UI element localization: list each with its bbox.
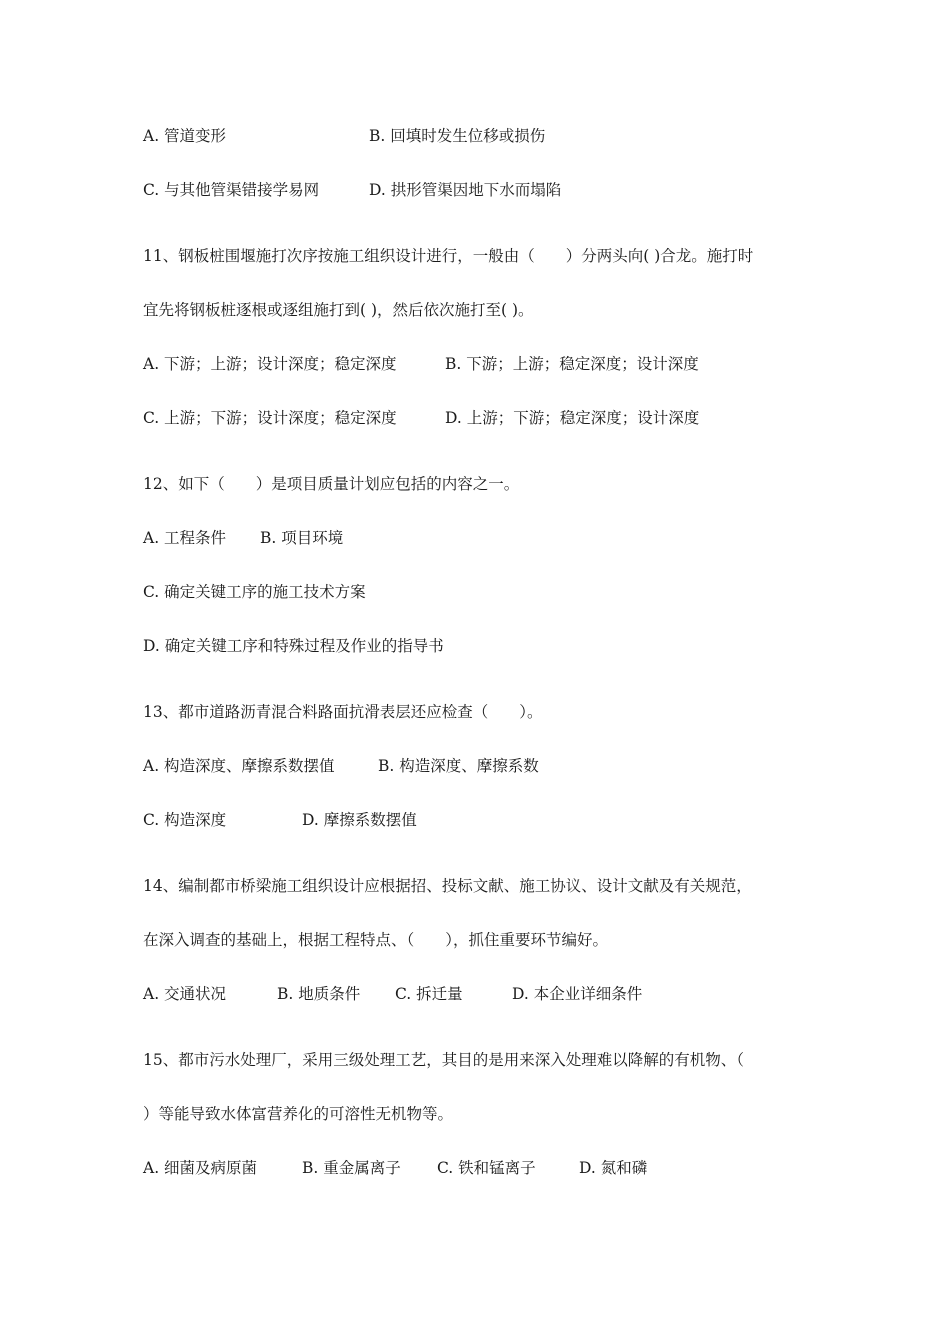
q14-option-d: D. 本企业详细条件 xyxy=(512,985,643,1003)
q10-option-b: B. 回填时发生位移或损伤 xyxy=(369,127,546,145)
q15-stem-line1: 15、都市污水处理厂，采用三级处理工艺，其目的是用来深入处理难以降解的有机物、（ xyxy=(143,1051,744,1069)
q10-option-d: D. 拱形管渠因地下水而塌陷 xyxy=(369,181,562,199)
q13-option-b: B. 构造深度、摩擦系数 xyxy=(378,757,539,775)
q14-option-c: C. 拆迁量 xyxy=(395,985,463,1003)
q13-stem: 13、都市道路沥青混合料路面抗滑表层还应检查（ ）。 xyxy=(143,703,543,721)
q12-option-c: C. 确定关键工序的施工技术方案 xyxy=(143,583,366,601)
q15-stem-line2: ）等能导致水体富营养化的可溶性无机物等。 xyxy=(143,1105,454,1123)
q10-option-a: A. 管道变形 xyxy=(143,127,227,145)
q10-option-c: C. 与其他管渠错接学易网 xyxy=(143,181,320,199)
q13-option-a: A. 构造深度、摩擦系数摆值 xyxy=(143,757,335,775)
q13-option-c: C. 构造深度 xyxy=(143,811,227,829)
q12-option-d: D. 确定关键工序和特殊过程及作业的指导书 xyxy=(143,637,444,655)
q11-stem-line1: 11、钢板桩围堰施打次序按施工组织设计进行，一般由（ ）分两头向( )合龙。施打时 xyxy=(143,247,754,265)
q12-option-b: B. 项目环境 xyxy=(260,529,344,547)
q15-option-a: A. 细菌及病原菌 xyxy=(143,1159,258,1177)
q11-option-d: D. 上游；下游；稳定深度；设计深度 xyxy=(445,409,700,427)
q11-stem-line2: 宜先将钢板桩逐根或逐组施打到( )，然后依次施打至( )。 xyxy=(143,301,534,319)
q15-option-c: C. 铁和锰离子 xyxy=(437,1159,536,1177)
q11-option-b: B. 下游；上游；稳定深度；设计深度 xyxy=(445,355,699,373)
q11-option-a: A. 下游；上游；设计深度；稳定深度 xyxy=(143,355,397,373)
q15-option-d: D. 氮和磷 xyxy=(579,1159,648,1177)
q14-stem-line1: 14、编制都市桥梁施工组织设计应根据招、投标文献、施工协议、设计文献及有关规范， xyxy=(143,877,752,895)
q12-stem: 12、如下（ ）是项目质量计划应包括的内容之一。 xyxy=(143,475,520,493)
q14-option-b: B. 地质条件 xyxy=(277,985,361,1003)
q15-option-b: B. 重金属离子 xyxy=(302,1159,401,1177)
q12-option-a: A. 工程条件 xyxy=(143,529,227,547)
q14-option-a: A. 交通状况 xyxy=(143,985,227,1003)
q13-option-d: D. 摩擦系数摆值 xyxy=(302,811,417,829)
q14-stem-line2: 在深入调查的基础上，根据工程特点、（ ），抓住重要环节编好。 xyxy=(143,931,609,949)
q11-option-c: C. 上游；下游；设计深度；稳定深度 xyxy=(143,409,397,427)
